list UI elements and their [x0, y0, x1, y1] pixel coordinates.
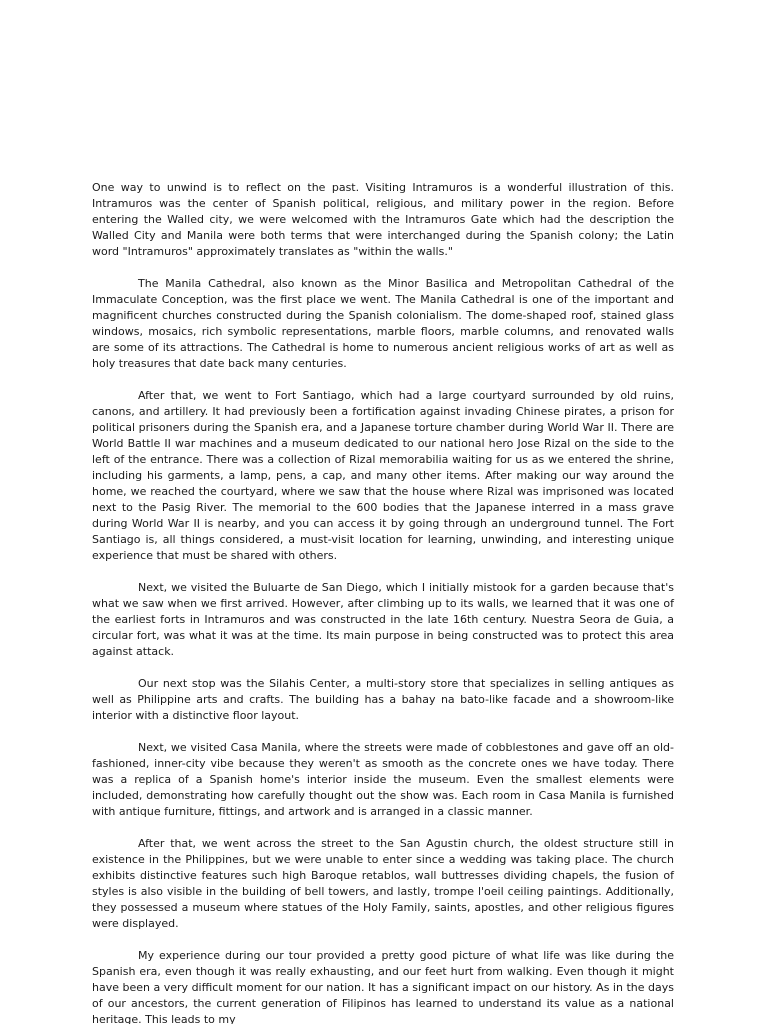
paragraph-tour-experience: My experience during our tour provided a pretty good picture of what life was like during the Spanish era, even though it was really exhausting, and our feet hurt from walking. Even though it might have been a very difficult moment for our nation. It has a significant impact on our history. As in the days of our ancestors, the current generation of Filipinos has learned to understand its value as a national heritage. This leads to my — [92, 949, 674, 1024]
paragraph-baluarte-de-san-diego: Next, we visited the Buluarte de San Diego, which I initially mistook for a garden because that's what we saw when we first arrived. However, after climbing up to its walls, we learned that it was one of the earliest forts in Intramuros and was constructed in the late 16th century. Nuestra Seora de Guia, a circular fort, was what it was at the time. Its main purpose in being constructed was to protect this area against attack. — [92, 581, 674, 658]
paragraph-manila-cathedral: The Manila Cathedral, also known as the Minor Basilica and Metropolitan Cathedral of the Immaculate Conception, was the first place we went. The Manila Cathedral is one of the important and magnificent churches constructed during the Spanish colonialism. The dome-shaped roof, stained glass windows, mosaics, rich symbolic representations, marble floors, marble columns, and renovated walls are some of its attractions. The Cathedral is home to numerous ancient religious works of art as well as holy treasures that date back many centuries. — [92, 277, 674, 370]
paragraph-silahis-center: Our next stop was the Silahis Center, a multi-story store that specializes in selling antiques as well as Philippine arts and crafts. The building has a bahay na bato-like facade and a showroom-like interior with a distinctive floor layout. — [92, 677, 674, 722]
paragraph-casa-manila: Next, we visited Casa Manila, where the streets were made of cobblestones and gave off an old-fashioned, inner-city vibe because they weren't as smooth as the concrete ones we have today. There was a replica of a Spanish home's interior inside the museum. Even the smallest elements were included, demonstrating how carefully thought out the show was. Each room in Casa Manila is furnished with antique furniture, fittings, and artwork and is arranged in a classic manner. — [92, 741, 674, 818]
document-body — [92, 180, 674, 1024]
paragraph-intramuros-intro: One way to unwind is to reflect on the past. Visiting Intramuros is a wonderful illustration of this. Intramuros was the center of Spanish political, religious, and military power in the region. Before entering the Walled city, we were welcomed with the Intramuros Gate which had the description the Walled City and Manila were both terms that were interchanged during the Spanish colony; the Latin word "Intramuros" approximately translates as "within the walls." — [92, 181, 674, 258]
paragraph-fort-santiago: After that, we went to Fort Santiago, which had a large courtyard surrounded by old ruins, canons, and artillery. It had previously been a fortification against invading Chinese pirates, a prison for political prisoners during the Spanish era, and a Japanese torture chamber during World War II. There are World Battle II war machines and a museum dedicated to our national hero Jose Rizal on the side to the left of the entrance. There was a collection of Rizal memorabilia waiting for us as we entered the shrine, including his garments, a lamp, pens, a cap, and many other items. After making our way around the home, we reached the courtyard, where we saw that the house where Rizal was imprisoned was located next to the Pasig River. The memorial to the 600 bodies that the Japanese interred in a mass grave during World War II is nearby, and you can access it by going through an underground tunnel. The Fort Santiago is, all things considered, a must-visit location for learning, unwinding, and interesting unique experience that must be shared with others. — [92, 389, 674, 562]
paragraph-san-agustin-church: After that, we went across the street to the San Agustin church, the oldest structure still in existence in the Philippines, but we were unable to enter since a wedding was taking place. The church exhibits distinctive features such high Baroque retablos, wall buttresses dividing chapels, the fusion of styles is also visible in the building of bell towers, and lastly, trompe l'oeil ceiling paintings. Additionally, they possessed a museum where statues of the Holy Family, saints, apostles, and other religious figures were displayed. — [92, 837, 674, 930]
